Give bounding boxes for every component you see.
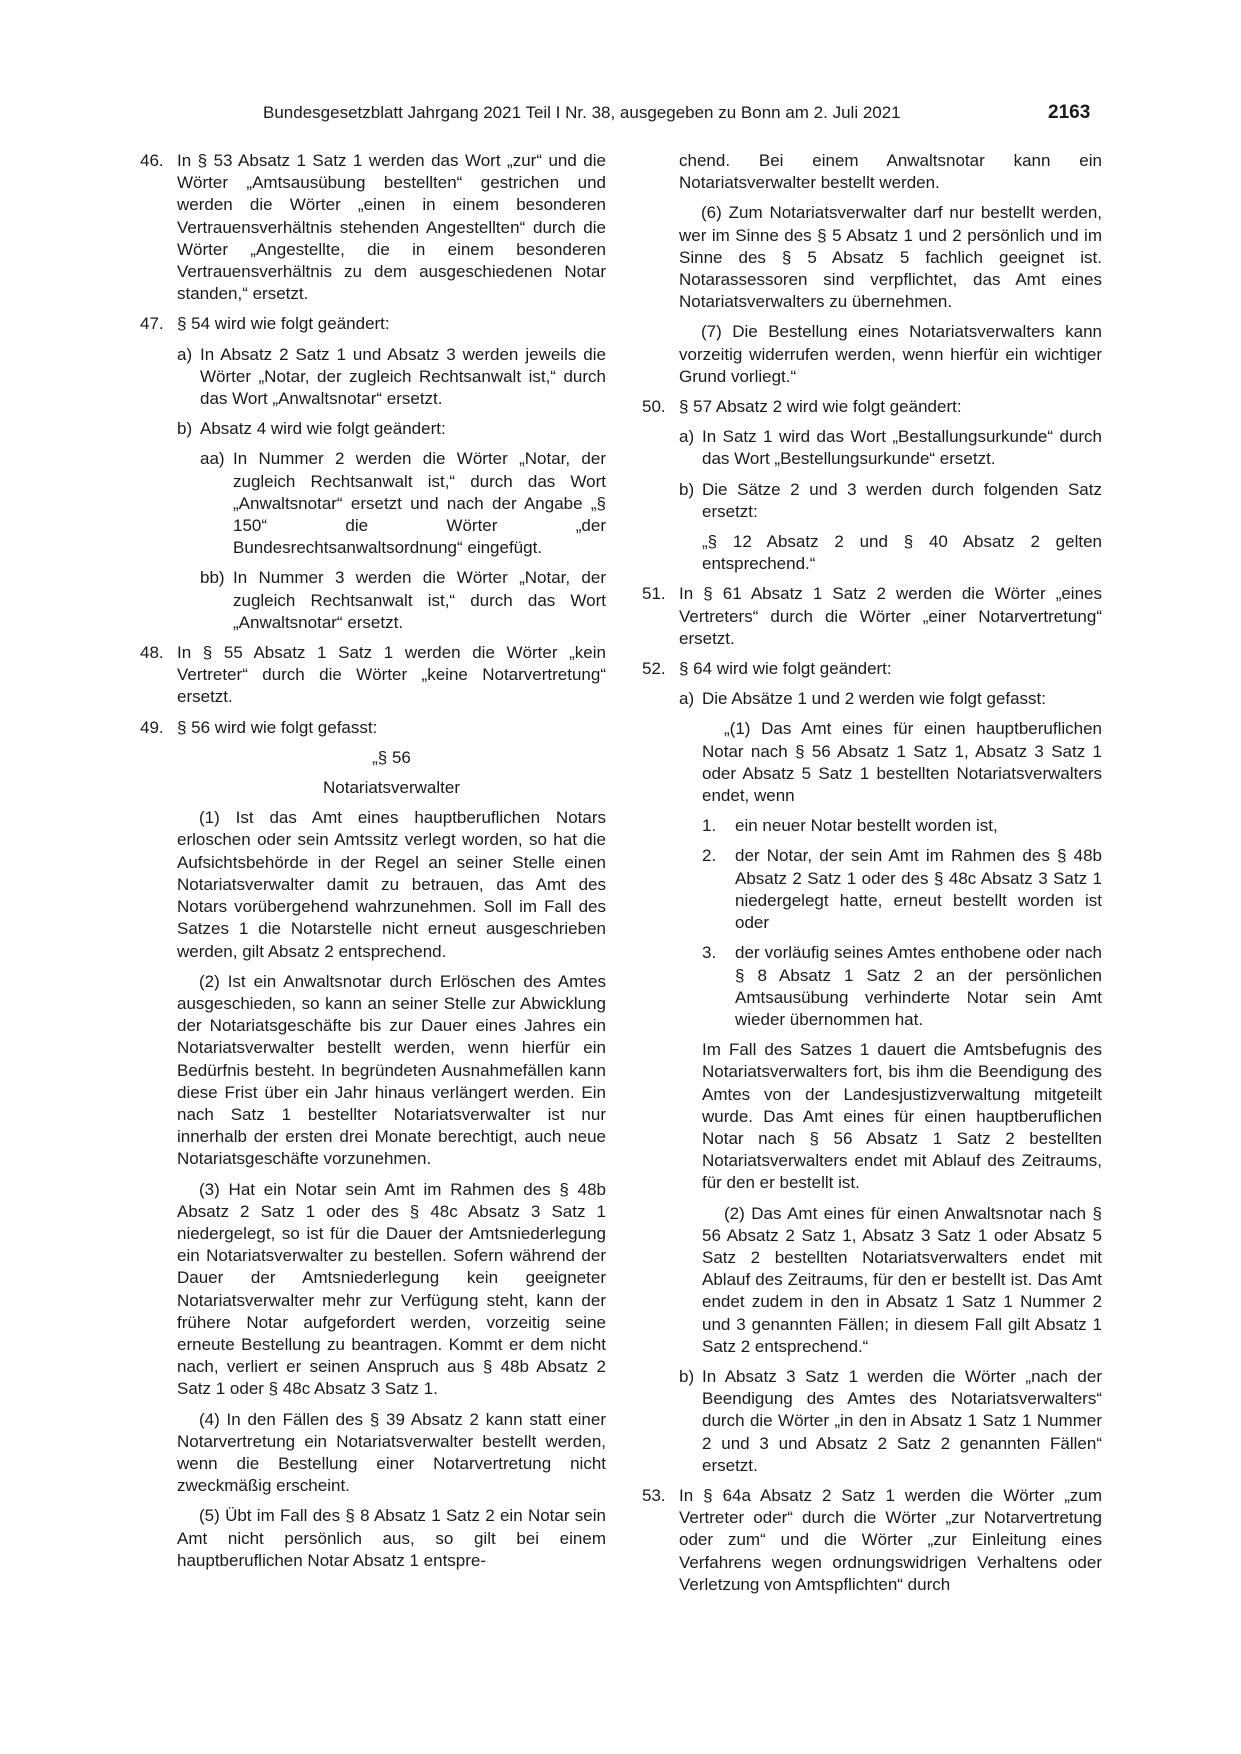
list-item-52a — [642, 688, 1102, 710]
item-number: 50. — [642, 397, 666, 417]
list-item-51 — [642, 583, 1102, 650]
quoted-paragraph-1: „(1) Das Amt eines für einen hauptberuflichen Notar nach § 56 Absatz 1 Satz 1, Absatz 3 Satz 1 oder Absatz 5 Satz 1 bestellten Notariatsverwalters endet, wenn — [702, 719, 1102, 806]
list-item-50b — [642, 479, 1102, 523]
item-text: § 57 Absatz 2 wird wie folgt geändert: — [679, 397, 962, 417]
page-header — [0, 98, 1241, 128]
item-text: In Absatz 2 Satz 1 und Absatz 3 werden jeweils die Wörter „Notar, der zugleich Rechtsanwalt ist,“ durch das Wort „Anwaltsnotar“ ersetzt. — [200, 344, 606, 409]
gazette-title: Bundesgesetzblatt Jahrgang 2021 Teil I Nr. 38, ausgegeben zu Bonn am 2. Juli 2021 — [263, 103, 901, 122]
item-text: der Notar, der sein Amt im Rahmen des § 48b Absatz 2 Satz 1 oder des § 48c Absatz 3 Satz 1 niedergelegt hatte, erneut bestellt worden ist oder — [735, 846, 1102, 933]
item-text: der vorläufig seines Amtes enthobene oder nach § 8 Absatz 1 Satz 2 an der persönlichen Amtsausübung verhinderte Notar sein Amt wieder übernommen hat. — [735, 943, 1102, 1029]
item-text: ein neuer Notar bestellt worden ist, — [735, 816, 998, 836]
item-text: In § 55 Absatz 1 Satz 1 werden die Wörter „kein Vertreter“ durch die Wörter „keine Notarvertretung“ ersetzt. — [177, 643, 606, 707]
item-text: In Nummer 2 werden die Wörter „Notar, der zugleich Rechtsanwalt ist,“ durch das Wort „Anwaltsnotar“ ersetzt und nach der Angabe „§ 150“ die Wörter „der Bundesrechtsanwaltsordnung“ eingefügt. — [233, 449, 606, 558]
quoted-list-item-3 — [642, 942, 1102, 1031]
list-item-50a — [642, 426, 1102, 470]
list-item-47a — [140, 344, 606, 411]
list-item-47b — [140, 418, 606, 440]
item-number: 52. — [642, 659, 666, 679]
section-title: Notariatsverwalter — [323, 778, 460, 798]
item-letter: b) — [679, 1366, 695, 1386]
item-text: Die Absätze 1 und 2 werden wie folgt gefasst: — [702, 689, 1046, 709]
paragraph-2: (2) Ist ein Anwaltsnotar durch Erlöschen des Amtes ausgeschieden, so kann an seiner Stelle zur Abwicklung der Notariatsgeschäfte bis zur Dauer eines Jahres ein Notariatsverwalter bestellt werden, wenn hierfür ein Bedürfnis besteht. In begründeten Ausnahmefällen kann diese Frist über ein Jahr hinaus verlängert werden. Ein nach Satz 1 bestellter Notariatsverwalter ist nur innerhalb der ersten drei Monate berechtigt, auch neue Notariatsgeschäfte vorzunehmen. — [177, 971, 606, 1169]
item-text: § 54 wird wie folgt geändert: — [177, 314, 390, 334]
item-number: 47. — [140, 314, 164, 334]
paragraph-5: (5) Übt im Fall des § 8 Absatz 1 Satz 2 ein Notar sein Amt nicht persönlich aus, so gilt bei einem hauptberuflichen Notar Absatz 1 entspre- — [177, 1506, 606, 1570]
paragraph-4: (4) In den Fällen des § 39 Absatz 2 kann statt einer Notarvertretung ein Notariatsverwalter bestellt werden, wenn die Bestellung einer Notarvertretung nicht zweckmäßig erscheint. — [177, 1409, 606, 1496]
section-label: „§ 56 — [372, 747, 411, 767]
quoted-list-item-1 — [642, 815, 1102, 837]
item-text: In § 53 Absatz 1 Satz 1 werden das Wort „zur“ und die Wörter „Amtsausübung bestellten“ gestrichen und werden die Wörter „einen in einem besonderen Vertrauensverhältnis stehenden Angestellten“ durch die Wörter „Angestellte, die in einem besonderen Vertrauensverhältnis zu dem ausgeschiedenen Notar standen,“ ersetzt. — [177, 151, 606, 304]
item-text: In Nummer 3 werden die Wörter „Notar, der zugleich Rechtsanwalt ist,“ durch das Wort „Anwaltsnotar“ ersetzt. — [233, 568, 606, 632]
list-item-52b — [642, 1366, 1102, 1477]
item-text: In Satz 1 wird das Wort „Bestallungsurkunde“ durch das Wort „Bestellungsurkunde“ ersetzt. — [702, 427, 1102, 469]
list-item-47 — [140, 313, 606, 335]
item-text: § 64 wird wie folgt geändert: — [679, 659, 892, 679]
quoted-paragraph-2: (2) Das Amt eines für einen Anwaltsnotar nach § 56 Absatz 2 Satz 1, Absatz 3 Satz 1 oder Absatz 5 Satz 2 bestellten Notariatsverwalters endet mit Ablauf des Zeitraums, für den er bestellt ist. Das Amt endet zudem in den in Absatz 1 Satz 1 Nummer 2 und 3 genannten Fällen; in diesem Fall gilt Absatz 1 Satz 2 entsprechend.“ — [702, 1203, 1102, 1356]
item-number: 3. — [702, 943, 717, 963]
paragraph-7: (7) Die Bestellung eines Notariatsverwalters kann vorzeitig widerrufen werden, wenn hierfür ein wichtiger Grund vorliegt.“ — [679, 322, 1102, 386]
item-text: In § 61 Absatz 1 Satz 2 werden die Wörter „eines Vertreters“ durch die Wörter „einer Notarvertretung“ ersetzt. — [679, 584, 1102, 648]
item-text: In § 64a Absatz 2 Satz 1 werden die Wörter „zum Vertreter oder“ durch die Wörter „zur Notarvertretung oder zum“ und die Wörter „zur Einleitung eines Verfahrens wegen ordnungswidrigen Verhaltens oder Verletzung von Amtspflichten“ durch — [679, 1485, 1102, 1594]
quoted-replacement: „§ 12 Absatz 2 und § 40 Absatz 2 gelten entsprechend.“ — [702, 532, 1102, 574]
list-item-53 — [642, 1485, 1102, 1596]
list-item-50 — [642, 396, 1102, 418]
quoted-paragraph-1-tail: Im Fall des Satzes 1 dauert die Amtsbefugnis des Notariatsverwalters fort, bis ihm die Beendigung des Amtes von der Landesjustizverwaltung mitgeteilt wurde. Das Amt eines für einen hauptberuflichen Notar nach § 56 Absatz 1 Satz 2 bestellten Notariatsverwalters endet mit Ablauf des Zeitraums, für den er bestellt ist. — [702, 1040, 1102, 1193]
item-text: Absatz 4 wird wie folgt geändert: — [200, 419, 446, 439]
list-item-47b-aa — [140, 448, 606, 559]
item-letter: b) — [679, 479, 695, 499]
list-item-52 — [642, 658, 1102, 680]
item-number: 51. — [642, 584, 666, 604]
list-item-46 — [140, 150, 606, 305]
item-number: 53. — [642, 1485, 666, 1505]
item-text: In Absatz 3 Satz 1 werden die Wörter „nach der Beendigung des Amtes des Notariatsverwalters“ durch die Wörter „in den in Absatz 1 Satz 1 Nummer 2 und 3 und Absatz 2 Satz 2 genannten Fällen“ ersetzt. — [702, 1366, 1102, 1475]
item-letter: a) — [177, 344, 193, 364]
left-column — [140, 150, 606, 1580]
paragraph-3: (3) Hat ein Notar sein Amt im Rahmen des § 48b Absatz 2 Satz 1 oder des § 48c Absatz 3 Satz 1 niedergelegt, so ist für die Dauer der Amtsniederlegung ein Notariatsverwalter zu bestellen. Sofern während der Dauer der Amtsniederlegung kein geeigneter Notariatsverwalter mehr zur Verfügung steht, kann der frühere Notar aufgefordert werden, vorzeitig seine erneute Bestellung zu beantragen. Kommt er dem nicht nach, verliert er seinen Anspruch aus § 48b Absatz 2 Satz 1 oder § 48c Absatz 3 Satz 1. — [177, 1179, 606, 1399]
item-letter: b) — [177, 419, 193, 439]
item-number: 49. — [140, 717, 164, 737]
item-letter: a) — [679, 689, 695, 709]
item-number: 1. — [702, 816, 717, 836]
item-number: 46. — [140, 151, 164, 170]
quoted-list-item-2 — [642, 845, 1102, 934]
page-number: 2163 — [1048, 102, 1091, 123]
item-number: 48. — [140, 643, 164, 663]
list-item-49 — [140, 717, 606, 739]
paragraph-5-continued: chend. Bei einem Anwaltsnotar kann ein Notariatsverwalter bestellt werden. — [679, 151, 1102, 193]
item-number: 2. — [702, 846, 717, 866]
item-letter: aa) — [200, 449, 225, 469]
paragraph-1: (1) Ist das Amt eines hauptberuflichen Notars erloschen oder sein Amtssitz verlegt worden, so hat die Aufsichtsbehörde in der Regel an seiner Stelle einen Notariatsverwalter damit zu betrauen, das Amt des Notars vorübergehend wahrzunehmen. Soll im Fall des Satzes 1 die Notarstelle nicht erneut ausgeschrieben werden, gilt Absatz 2 entsprechend. — [177, 808, 606, 961]
list-item-48 — [140, 642, 606, 709]
item-text: § 56 wird wie folgt gefasst: — [177, 717, 378, 737]
item-letter: bb) — [200, 568, 225, 588]
list-item-47b-bb — [140, 567, 606, 634]
paragraph-6: (6) Zum Notariatsverwalter darf nur bestellt werden, wer im Sinne des § 5 Absatz 1 und 2 persönlich und im Sinne des § 5 Absatz 5 fachlich geeignet ist. Notarassessoren sind verpflichtet, das Amt eines Notariatsverwalters zu übernehmen. — [679, 203, 1102, 312]
item-text: Die Sätze 2 und 3 werden durch folgenden Satz ersetzt: — [702, 479, 1102, 521]
item-letter: a) — [679, 427, 695, 447]
right-column — [642, 150, 1102, 1604]
